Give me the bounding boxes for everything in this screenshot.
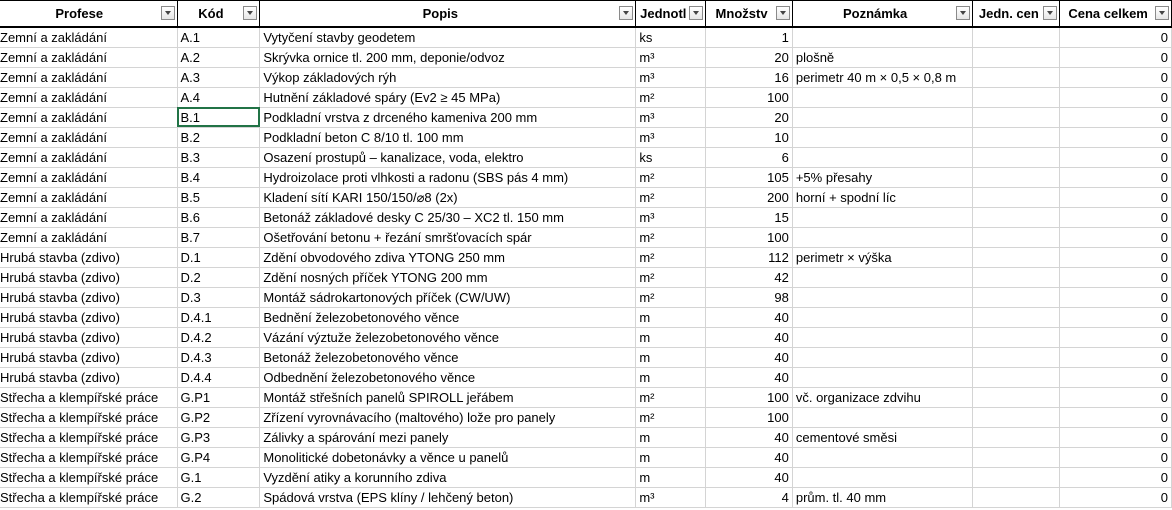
cell-kod[interactable]: G.P2 [177,407,260,427]
column-header-cena-celkem[interactable] [1060,1,1172,27]
cell-kod[interactable]: B.6 [177,207,260,227]
cell-jednotka[interactable]: m [636,307,706,327]
cell-poznamka[interactable] [792,207,973,227]
table-row [0,147,1172,167]
cell-kod[interactable]: A.1 [177,27,260,48]
cell-mnozstvi[interactable]: 40 [706,327,793,347]
cell-kod[interactable]: G.P3 [177,427,260,447]
cell-kod[interactable]: G.1 [177,467,260,487]
cell-jednotka[interactable]: m [636,467,706,487]
cell-poznamka[interactable]: vč. organizace zdvihu [792,387,973,407]
cell-poznamka[interactable] [792,267,973,287]
cell-jednotka[interactable]: m³ [636,107,706,127]
cell-poznamka[interactable] [792,227,973,247]
column-header-label: Jedn. cen [978,5,1039,21]
cell-cena-celkem[interactable]: 0 [1060,427,1172,447]
cell-jedn-cena[interactable] [973,307,1060,327]
filter-dropdown-icon[interactable] [1043,6,1057,20]
cell-poznamka[interactable]: perimetr 40 m × 0,5 × 0,8 m [792,67,973,87]
cell-jedn-cena[interactable] [973,67,1060,87]
cell-jedn-cena[interactable] [973,47,1060,67]
cell-popis[interactable]: Výkop základových rýh [260,67,636,87]
cell-mnozstvi[interactable]: 10 [706,127,793,147]
cell-jedn-cena[interactable] [973,287,1060,307]
cell-jednotka[interactable]: m² [636,387,706,407]
cell-jednotka[interactable]: m [636,327,706,347]
cell-cena-celkem[interactable]: 0 [1060,67,1172,87]
cell-jednotka[interactable]: m² [636,87,706,107]
cell-cena-celkem[interactable]: 0 [1060,467,1172,487]
table-row [0,107,1172,127]
cell-profese[interactable]: Hrubá stavba (zdivo) [0,247,177,267]
cell-kod[interactable]: B.5 [177,187,260,207]
cell-popis[interactable]: Hutnění základové spáry (Ev2 ≥ 45 MPa) [260,87,636,107]
cell-popis[interactable]: Odbednění železobetonového věnce [260,367,636,387]
cell-jedn-cena[interactable] [973,267,1060,287]
cell-profese[interactable]: Zemní a zakládání [0,147,177,167]
cell-cena-celkem[interactable]: 0 [1060,387,1172,407]
header-row [0,1,1172,27]
cell-mnozstvi[interactable]: 40 [706,367,793,387]
cell-jedn-cena[interactable] [973,187,1060,207]
table-row [0,87,1172,107]
table-row [0,227,1172,247]
cell-jednotka[interactable]: m [636,427,706,447]
table-row [0,167,1172,187]
cell-profese[interactable]: Zemní a zakládání [0,227,177,247]
table-row [0,307,1172,327]
cell-cena-celkem[interactable]: 0 [1060,487,1172,507]
table-row [0,27,1172,48]
cell-profese[interactable]: Střecha a klempířské práce [0,407,177,427]
cell-jednotka[interactable]: m³ [636,127,706,147]
cell-mnozstvi[interactable]: 4 [706,487,793,507]
cell-kod[interactable]: D.4.4 [177,367,260,387]
column-header-profese[interactable] [0,1,177,27]
cell-cena-celkem[interactable]: 0 [1060,127,1172,147]
cell-profese[interactable]: Zemní a zakládání [0,87,177,107]
cell-poznamka[interactable] [792,447,973,467]
cell-cena-celkem[interactable]: 0 [1060,47,1172,67]
column-header-label: Profese [55,5,104,21]
column-header-label: Cena celkem [1068,5,1148,21]
table-row [0,67,1172,87]
column-header-kod[interactable] [177,1,260,27]
cell-profese[interactable]: Střecha a klempířské práce [0,447,177,467]
cell-cena-celkem[interactable]: 0 [1060,227,1172,247]
cell-popis[interactable]: Podkladní vrstva z drceného kameniva 200 mm [260,107,636,127]
cell-jednotka[interactable]: m³ [636,47,706,67]
cell-popis[interactable]: Zálivky a spárování mezi panely [260,427,636,447]
table-row [0,327,1172,347]
cell-cena-celkem[interactable]: 0 [1060,167,1172,187]
cell-jednotka[interactable]: m² [636,407,706,427]
table-row [0,287,1172,307]
cell-poznamka[interactable] [792,347,973,367]
cell-profese[interactable]: Zemní a zakládání [0,187,177,207]
table-row [0,407,1172,427]
cell-kod[interactable]: B.4 [177,167,260,187]
filter-dropdown-icon[interactable] [1155,6,1169,20]
cell-poznamka[interactable] [792,467,973,487]
cell-cena-celkem[interactable]: 0 [1060,207,1172,227]
cell-mnozstvi[interactable]: 200 [706,187,793,207]
cell-jedn-cena[interactable] [973,327,1060,347]
cell-cena-celkem[interactable]: 0 [1060,87,1172,107]
cell-kod[interactable]: B.2 [177,127,260,147]
cell-mnozstvi[interactable]: 15 [706,207,793,227]
cell-kod[interactable]: D.2 [177,267,260,287]
cell-poznamka[interactable] [792,407,973,427]
cell-kod[interactable]: D.1 [177,247,260,267]
cell-mnozstvi[interactable]: 42 [706,267,793,287]
filter-dropdown-icon[interactable] [776,6,790,20]
cell-poznamka[interactable] [792,147,973,167]
cell-popis[interactable]: Kladení sítí KARI 150/150/⌀8 (2x) [260,187,636,207]
column-header-mnozstvi[interactable] [706,1,793,27]
cell-popis[interactable]: Zřízení vyrovnávacího (maltového) lože pro panely [260,407,636,427]
cell-jedn-cena[interactable] [973,87,1060,107]
cell-poznamka[interactable]: plošně [792,47,973,67]
table-row [0,447,1172,467]
cell-poznamka[interactable] [792,327,973,347]
cell-kod[interactable]: A.3 [177,67,260,87]
cell-jednotka[interactable]: m [636,447,706,467]
cell-mnozstvi[interactable]: 40 [706,467,793,487]
cell-popis[interactable]: Podkladní beton C 8/10 tl. 100 mm [260,127,636,147]
cell-profese[interactable]: Hrubá stavba (zdivo) [0,267,177,287]
cell-poznamka[interactable]: cementové směsi [792,427,973,447]
cell-kod[interactable]: B.3 [177,147,260,167]
cell-poznamka[interactable] [792,127,973,147]
table-row [0,127,1172,147]
cell-poznamka[interactable] [792,307,973,327]
cell-jednotka[interactable]: m² [636,227,706,247]
cell-profese[interactable]: Hrubá stavba (zdivo) [0,307,177,327]
cell-cena-celkem[interactable]: 0 [1060,287,1172,307]
cell-jednotka[interactable]: m³ [636,207,706,227]
cell-cena-celkem[interactable]: 0 [1060,307,1172,327]
cell-poznamka[interactable] [792,87,973,107]
table-row [0,187,1172,207]
cell-poznamka[interactable] [792,287,973,307]
cell-mnozstvi[interactable]: 16 [706,67,793,87]
cell-popis[interactable]: Vytyčení stavby geodetem [260,27,636,48]
cell-profese[interactable]: Střecha a klempířské práce [0,487,177,507]
column-header-label: Poznámka [842,5,908,21]
cell-mnozstvi[interactable]: 100 [706,407,793,427]
cell-cena-celkem[interactable]: 0 [1060,347,1172,367]
cell-popis[interactable]: Bednění železobetonového věnce [260,307,636,327]
cell-kod[interactable]: B.7 [177,227,260,247]
column-header-poznamka[interactable] [792,1,973,27]
filter-dropdown-icon[interactable] [619,6,633,20]
cell-mnozstvi[interactable]: 40 [706,447,793,467]
table-row [0,247,1172,267]
cell-popis[interactable]: Vázání výztuže železobetonového věnce [260,327,636,347]
cell-profese[interactable]: Zemní a zakládání [0,47,177,67]
cell-poznamka[interactable]: horní + spodní líc [792,187,973,207]
cell-mnozstvi[interactable]: 112 [706,247,793,267]
cell-mnozstvi[interactable]: 98 [706,287,793,307]
cell-jedn-cena[interactable] [973,147,1060,167]
cell-cena-celkem[interactable]: 0 [1060,247,1172,267]
cell-jedn-cena[interactable] [973,167,1060,187]
cell-jednotka[interactable]: m² [636,267,706,287]
cell-kod[interactable]: G.P4 [177,447,260,467]
filter-dropdown-icon[interactable] [161,6,175,20]
cell-mnozstvi[interactable]: 105 [706,167,793,187]
cell-jedn-cena[interactable] [973,227,1060,247]
cell-cena-celkem[interactable]: 0 [1060,407,1172,427]
column-header-jedn-cena[interactable] [973,1,1060,27]
column-header-popis[interactable] [260,1,636,27]
column-header-label: Popis [422,5,459,21]
cell-jednotka[interactable]: ks [636,27,706,48]
filter-dropdown-icon[interactable] [689,6,703,20]
cell-profese[interactable]: Hrubá stavba (zdivo) [0,367,177,387]
cell-profese[interactable]: Střecha a klempířské práce [0,467,177,487]
cell-jedn-cena[interactable] [973,387,1060,407]
cell-popis[interactable]: Spádová vrstva (EPS klíny / lehčený beton) [260,487,636,507]
cell-kod[interactable]: B.1 [177,107,260,127]
table-row [0,347,1172,367]
cell-profese[interactable]: Zemní a zakládání [0,167,177,187]
column-header-label: Jednotl [640,5,687,21]
cell-kod[interactable]: D.4.3 [177,347,260,367]
cell-profese[interactable]: Zemní a zakládání [0,127,177,147]
cell-cena-celkem[interactable]: 0 [1060,147,1172,167]
cell-jedn-cena[interactable] [973,407,1060,427]
cell-popis[interactable]: Ošetřování betonu + řezání smršťovacích spár [260,227,636,247]
table-row [0,487,1172,507]
cell-jedn-cena[interactable] [973,107,1060,127]
table-row [0,367,1172,387]
cell-kod[interactable]: G.P1 [177,387,260,407]
cell-jednotka[interactable]: m³ [636,67,706,87]
column-header-jednotka[interactable] [636,1,706,27]
cell-jedn-cena[interactable] [973,207,1060,227]
cell-popis[interactable]: Osazení prostupů – kanalizace, voda, elektro [260,147,636,167]
cell-mnozstvi[interactable]: 40 [706,427,793,447]
cell-profese[interactable]: Hrubá stavba (zdivo) [0,347,177,367]
cell-mnozstvi[interactable]: 20 [706,107,793,127]
cell-kod[interactable]: D.4.2 [177,327,260,347]
cell-cena-celkem[interactable]: 0 [1060,107,1172,127]
cell-mnozstvi[interactable]: 100 [706,227,793,247]
cell-cena-celkem[interactable]: 0 [1060,27,1172,48]
column-header-label: Kód [198,5,224,21]
table-row [0,207,1172,227]
cell-poznamka[interactable]: +5% přesahy [792,167,973,187]
cell-poznamka[interactable] [792,367,973,387]
cell-mnozstvi[interactable]: 40 [706,347,793,367]
cell-jednotka[interactable]: m² [636,247,706,267]
cell-kod[interactable]: G.2 [177,487,260,507]
cell-profese[interactable]: Zemní a zakládání [0,207,177,227]
cell-jedn-cena[interactable] [973,367,1060,387]
cell-jednotka[interactable]: m² [636,167,706,187]
cell-jedn-cena[interactable] [973,467,1060,487]
cell-poznamka[interactable] [792,107,973,127]
cell-mnozstvi[interactable]: 40 [706,307,793,327]
cell-jedn-cena[interactable] [973,427,1060,447]
cell-popis[interactable]: Monolitické dobetonávky a věnce u panelů [260,447,636,467]
table-row [0,47,1172,67]
cell-kod[interactable]: A.2 [177,47,260,67]
cell-jedn-cena[interactable] [973,127,1060,147]
cell-kod[interactable]: A.4 [177,87,260,107]
cell-popis[interactable]: Betonáž železobetonového věnce [260,347,636,367]
cell-profese[interactable]: Zemní a zakládání [0,107,177,127]
filter-dropdown-icon[interactable] [243,6,257,20]
cell-profese[interactable]: Zemní a zakládání [0,27,177,48]
cell-jedn-cena[interactable] [973,27,1060,48]
cell-cena-celkem[interactable]: 0 [1060,327,1172,347]
cell-jedn-cena[interactable] [973,347,1060,367]
table-row [0,267,1172,287]
table-row [0,427,1172,447]
cell-mnozstvi[interactable]: 20 [706,47,793,67]
cell-jedn-cena[interactable] [973,447,1060,467]
cell-jednotka[interactable]: m³ [636,487,706,507]
cell-popis[interactable]: Skrývka ornice tl. 200 mm, deponie/odvoz [260,47,636,67]
cell-kod[interactable]: D.4.1 [177,307,260,327]
cell-profese[interactable]: Hrubá stavba (zdivo) [0,327,177,347]
cell-popis[interactable]: Hydroizolace proti vlhkosti a radonu (SBS pás 4 mm) [260,167,636,187]
cell-poznamka[interactable]: perimetr × výška [792,247,973,267]
cell-popis[interactable]: Zdění nosných příček YTONG 200 mm [260,267,636,287]
cell-profese[interactable]: Hrubá stavba (zdivo) [0,287,177,307]
cell-popis[interactable]: Montáž sádrokartonových příček (CW/UW) [260,287,636,307]
cell-popis[interactable]: Vyzdění atiky a korunního zdiva [260,467,636,487]
cell-popis[interactable]: Zdění obvodového zdiva YTONG 250 mm [260,247,636,267]
cell-kod[interactable]: D.3 [177,287,260,307]
cell-mnozstvi[interactable]: 100 [706,387,793,407]
cell-jednotka[interactable]: m² [636,287,706,307]
table-row [0,387,1172,407]
cell-cena-celkem[interactable]: 0 [1060,267,1172,287]
cell-cena-celkem[interactable]: 0 [1060,367,1172,387]
cell-poznamka[interactable]: prům. tl. 40 mm [792,487,973,507]
cell-poznamka[interactable] [792,27,973,48]
cell-mnozstvi[interactable]: 1 [706,27,793,48]
column-header-label: Množstv [715,5,768,21]
cell-jedn-cena[interactable] [973,247,1060,267]
cell-mnozstvi[interactable]: 100 [706,87,793,107]
filter-dropdown-icon[interactable] [956,6,970,20]
table-row [0,467,1172,487]
cell-jednotka[interactable]: ks [636,147,706,167]
cell-popis[interactable]: Betonáž základové desky C 25/30 – XC2 tl. 150 mm [260,207,636,227]
cell-mnozstvi[interactable]: 6 [706,147,793,167]
cell-jednotka[interactable]: m² [636,187,706,207]
cell-popis[interactable]: Montáž střešních panelů SPIROLL jeřábem [260,387,636,407]
cell-jednotka[interactable]: m [636,367,706,387]
cell-profese[interactable]: Střecha a klempířské práce [0,387,177,407]
cell-jedn-cena[interactable] [973,487,1060,507]
cell-profese[interactable]: Zemní a zakládání [0,67,177,87]
cell-cena-celkem[interactable]: 0 [1060,187,1172,207]
cell-cena-celkem[interactable]: 0 [1060,447,1172,467]
cell-profese[interactable]: Střecha a klempířské práce [0,427,177,447]
cell-jednotka[interactable]: m [636,347,706,367]
